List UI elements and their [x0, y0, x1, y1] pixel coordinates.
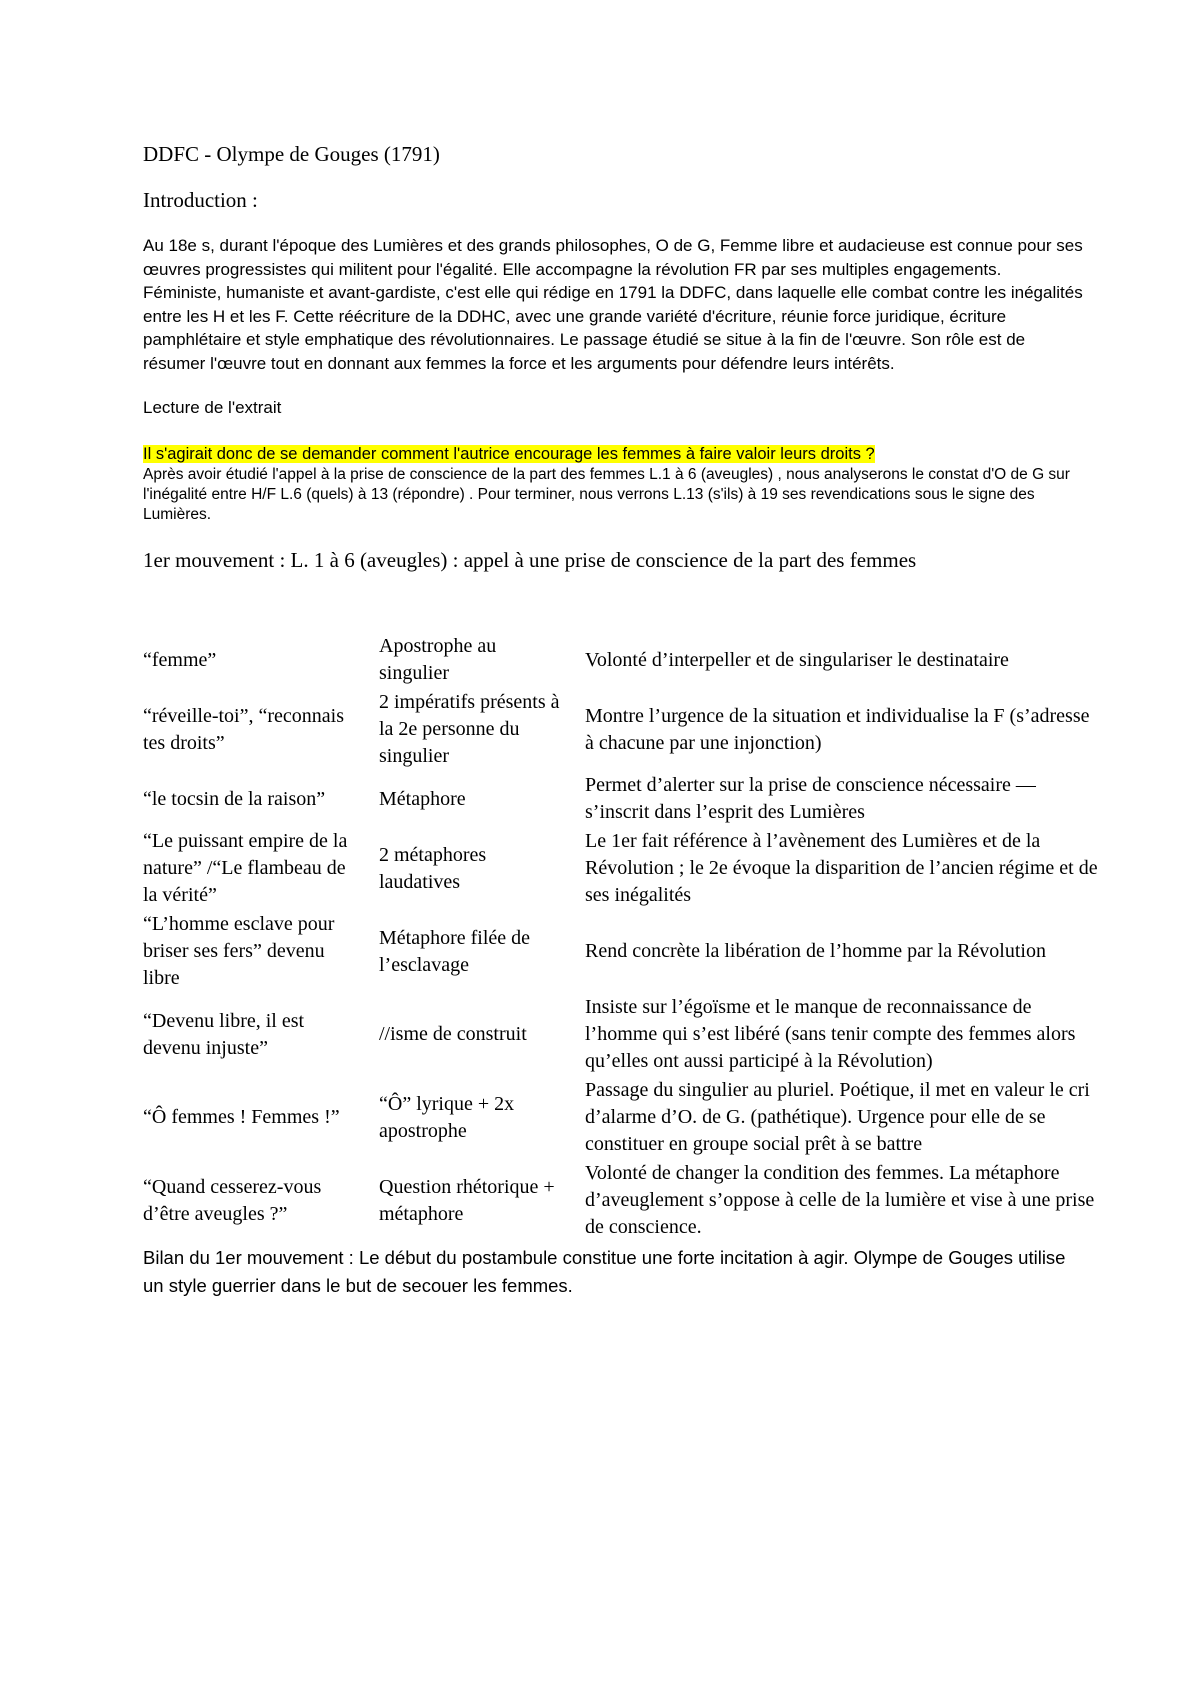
plan-announcement: Après avoir étudié l'appel à la prise de conscience de la part des femmes L.1 à 6 (aveugles) , nous analyserons le constat d'O de G sur l'inégalité entre H/F L.6 (quels) à 13 (répondre) . Pour terminer, nous verrons L.13 (s'ils) à 19 ses revendications sous le signe des Lumières. [143, 466, 1070, 523]
effect-cell: Montre l’urgence de la situation et individualise la F (s’adresse à chacune par une injonction) [585, 704, 1090, 754]
table-row [143, 827, 1103, 910]
device-cell: 2 impératifs présents à la 2e personne du singulier [379, 691, 560, 767]
effect-cell: Volonté d’interpeller et de singulariser le destinataire [585, 648, 1009, 671]
device-cell: //isme de construit [379, 1023, 527, 1045]
movement-summary: Bilan du 1er mouvement : Le début du postambule constitue une forte incitation à agir. Olympe de Gouges utilise un style guerrier dans le but de secouer les femmes. [143, 1247, 1066, 1296]
document-title: DDFC - Olympe de Gouges (1791) [143, 142, 440, 166]
table-row [143, 1159, 1103, 1242]
device-cell: Apostrophe au singulier [379, 635, 497, 684]
quote-cell: “Devenu libre, il est devenu injuste” [143, 1009, 305, 1059]
quote-cell: “Quand cesserez-vous d’être aveugles ?” [143, 1175, 322, 1225]
document-page [143, 140, 1098, 1300]
quote-cell: “femme” [143, 648, 217, 671]
effect-cell: Insiste sur l’égoïsme et le manque de reconnaissance de l’homme qui s’est libéré (sans tenir compte des femmes alors qu’elles ont aussi participé à la Révolution) [585, 996, 1076, 1072]
quote-cell: “réveille-toi”, “reconnais tes droits” [143, 704, 344, 754]
problem-and-plan [143, 444, 1083, 525]
device-cell: 2 métaphores laudatives [379, 843, 487, 893]
table-row [143, 1076, 1103, 1159]
device-cell: Métaphore filée de l’esclavage [379, 926, 531, 976]
reading-label: Lecture de l'extrait [143, 398, 282, 417]
quote-cell: “Ô femmes ! Femmes !” [143, 1106, 340, 1128]
effect-cell: Le 1er fait référence à l’avènement des Lumières et de la Révolution ; le 2e évoque la disparition de l’ancien régime et de ses inégalités [585, 830, 1098, 906]
table-row [143, 688, 1103, 771]
table-row [143, 993, 1103, 1076]
problem-question-highlight: Il s'agirait donc de se demander comment l'autrice encourage les femmes à faire valoir leurs droits ? [143, 445, 875, 463]
effect-cell: Passage du singulier au pluriel. Poétique, il met en valeur le cri d’alarme d’O. de G. (pathétique). Urgence pour elle de se constituer en groupe social prêt à se battre [585, 1079, 1090, 1155]
analysis-table [143, 632, 1103, 1242]
effect-cell: Volonté de changer la condition des femmes. La métaphore d’aveuglement s’oppose à celle de la lumière et vise à une prise de conscience. [585, 1162, 1095, 1238]
introduction-paragraph: Au 18e s, durant l'époque des Lumières et des grands philosophes, O de G, Femme libre et audacieuse est connue pour ses œuvres progressistes qui militent pour l'égalité. Elle accompagne la révolution FR par ses multiples engagements. Féministe, humaniste et avant-gardiste, c'est elle qui rédige en 1791 la DDFC, dans laquelle elle combat contre les inégalités entre les H et les F. Cette réécriture de la DDHC, avec une grande variété d'écriture, réunie force juridique, écriture pamphlétaire et style emphatique des révolutionnaires. Le passage étudié se situe à la fin de l'œuvre. Son rôle est de résumer l'œuvre tout en donnant aux femmes la force et les arguments pour défendre leurs intérêts. [143, 236, 1083, 373]
quote-cell: “Le puissant empire de la nature” /“Le flambeau de la vérité” [143, 830, 348, 906]
effect-cell: Permet d’alerter sur la prise de conscience nécessaire — s’inscrit dans l’esprit des Lumières [585, 774, 1036, 823]
table-row [143, 771, 1103, 827]
device-cell: Métaphore [379, 787, 466, 810]
movement-heading: 1er mouvement : L. 1 à 6 (aveugles) : appel à une prise de conscience de la part des femmes [143, 548, 917, 572]
device-cell: “Ô” lyrique + 2x apostrophe [379, 1092, 515, 1142]
quote-cell: “le tocsin de la raison” [143, 787, 326, 810]
quote-cell: “L’homme esclave pour briser ses fers” devenu libre [143, 913, 335, 989]
table-row [143, 910, 1103, 993]
effect-cell: Rend concrète la libération de l’homme par la Révolution [585, 940, 1046, 962]
device-cell: Question rhétorique + métaphore [379, 1175, 555, 1225]
introduction-heading: Introduction : [143, 188, 258, 212]
table-row [143, 632, 1103, 688]
